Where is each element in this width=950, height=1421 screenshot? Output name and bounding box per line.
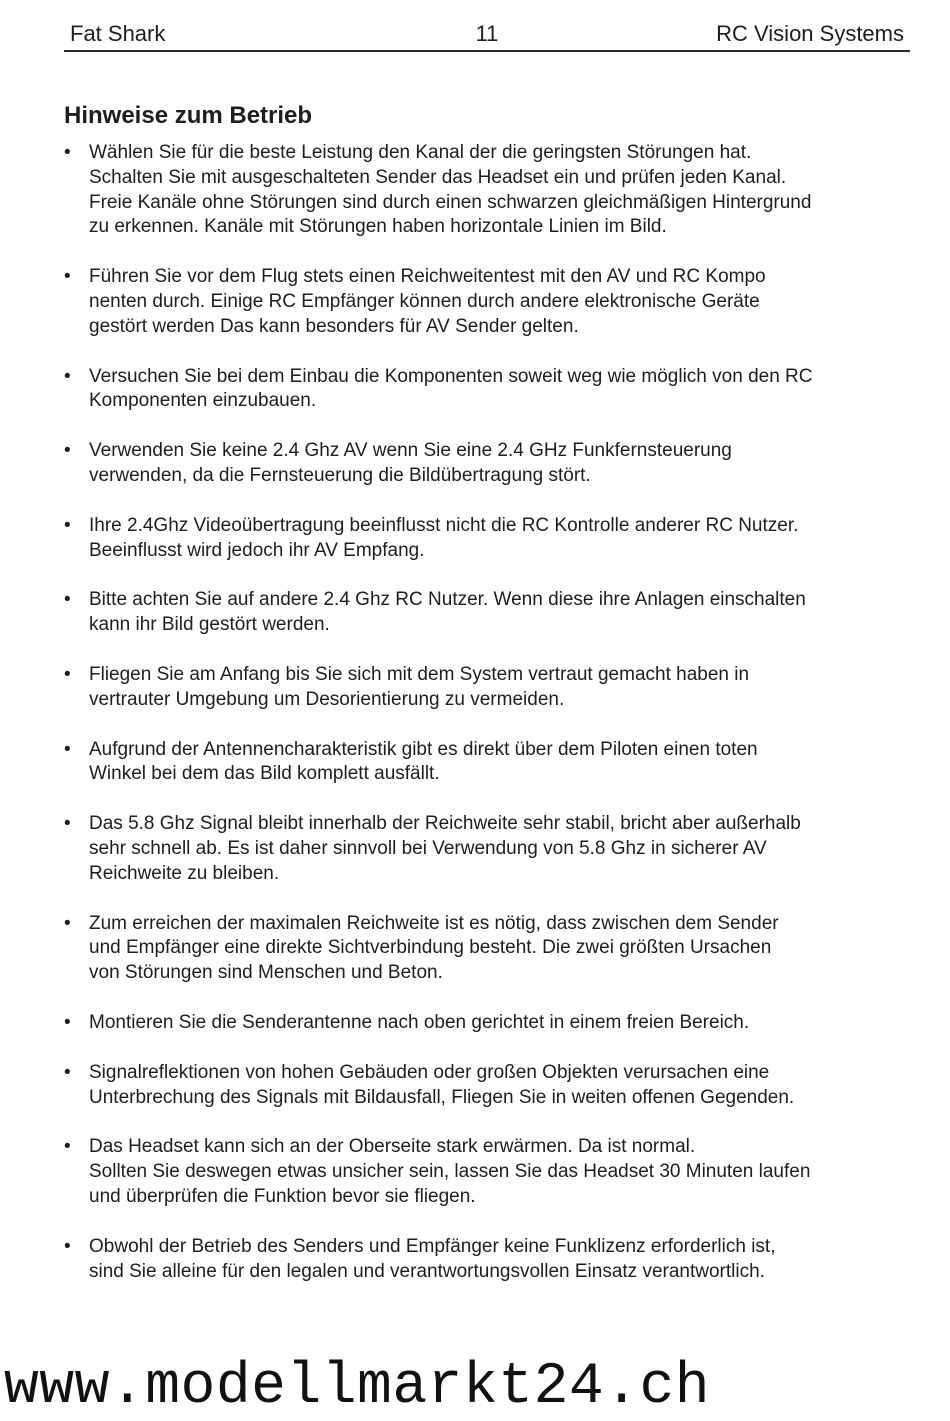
page-number: 11 (475, 21, 499, 46)
bullet-icon: • (64, 738, 71, 760)
bullet-icon: • (64, 365, 71, 387)
list-item-line: Montieren Sie die Senderantenne nach oben gerichtet in einem freien Bereich. (89, 1011, 750, 1033)
list-item (64, 265, 894, 339)
section-title: Hinweise zum Betrieb (64, 102, 313, 129)
bullet-icon: • (64, 663, 71, 685)
list-item-line: kann ihr Bild gestört werden. (89, 614, 330, 636)
header-brand: Fat Shark (70, 21, 166, 46)
list-item-line: und Empfänger eine direkte Sichtverbindung besteht. Die zwei größten Ursachen (89, 937, 772, 959)
list-item-line: Versuchen Sie bei dem Einbau die Komponenten soweit weg wie möglich von den RC (89, 365, 813, 387)
list-item-line: Unterbrechung des Signals mit Bildausfall, Fliegen Sie in weiten offenen Gegenden. (89, 1086, 795, 1108)
list-item (64, 141, 894, 240)
bullet-icon: • (64, 912, 71, 934)
list-item-line: Reichweite zu bleiben. (89, 862, 280, 884)
bullet-icon: • (64, 440, 71, 462)
bullet-icon: • (64, 514, 71, 536)
list-item-line: Winkel bei dem das Bild komplett ausfällt. (89, 763, 440, 785)
list-item (64, 1011, 894, 1036)
list-item-line: von Störungen sind Menschen und Beton. (89, 962, 443, 984)
list-item-line: Sollten Sie deswegen etwas unsicher sein, lassen Sie das Headset 30 Minuten laufen (89, 1161, 811, 1183)
bullet-icon: • (64, 589, 71, 611)
list-item-line: und überprüfen die Funktion bevor sie fliegen. (89, 1185, 476, 1207)
list-item-line: Komponenten einzubauen. (89, 390, 317, 412)
list-item-line: Zum erreichen der maximalen Reichweite ist es nötig, dass zwischen dem Sender (89, 912, 779, 934)
list-item-line: Obwohl der Betrieb des Senders und Empfänger keine Funklizenz erforderlich ist, (89, 1235, 776, 1257)
operation-notes-list (64, 141, 894, 1309)
list-item-line: sehr schnell ab. Es ist daher sinnvoll bei Verwendung von 5.8 Ghz in sicherer AV (89, 837, 767, 859)
list-item-line: vertrauter Umgebung um Desorientierung zu vermeiden. (89, 688, 565, 710)
list-item (64, 365, 894, 415)
page-header (64, 18, 910, 52)
list-item-line: Freie Kanäle ohne Störungen sind durch einen schwarzen gleichmäßigen Hintergrund (89, 191, 812, 213)
bullet-icon: • (64, 1011, 71, 1033)
list-item-line: Signalreflektionen von hohen Gebäuden oder großen Objekten verursachen eine (89, 1061, 770, 1083)
list-item-line: Bitte achten Sie auf andere 2.4 Ghz RC Nutzer. Wenn diese ihre Anlagen einschalten (89, 589, 806, 611)
list-item-line: Ihre 2.4Ghz Videoübertragung beeinflusst nicht die RC Kontrolle anderer RC Nutzer. (89, 514, 799, 536)
list-item-line: nenten durch. Einige RC Empfänger können durch andere elektronische Geräte (89, 290, 760, 312)
list-item-line: Fliegen Sie am Anfang bis Sie sich mit dem System vertraut gemacht haben in (89, 663, 750, 685)
list-item (64, 1135, 894, 1209)
bullet-icon: • (64, 1061, 71, 1083)
header-product-line: RC Vision Systems (716, 21, 904, 46)
list-item-line: Aufgrund der Antennencharakteristik gibt es direkt über dem Piloten einen toten (89, 738, 758, 760)
bullet-icon: • (64, 813, 71, 835)
list-item-line: Verwenden Sie keine 2.4 Ghz AV wenn Sie eine 2.4 GHz Funkfernsteuerung (89, 440, 732, 462)
list-item (64, 439, 894, 489)
list-item-line: sind Sie alleine für den legalen und verantwortungsvollen Einsatz verantwortlich. (89, 1260, 765, 1282)
bullet-icon: • (64, 1136, 71, 1158)
list-item (64, 588, 894, 638)
list-item (64, 812, 894, 886)
list-item-line: Schalten Sie mit ausgeschalteten Sender das Headset ein und prüfen jeden Kanal. (89, 166, 787, 188)
list-item-line: Das 5.8 Ghz Signal bleibt innerhalb der Reichweite sehr stabil, bricht aber außerhalb (89, 813, 801, 835)
bullet-icon: • (64, 1235, 71, 1257)
list-item-line: Führen Sie vor dem Flug stets einen Reichweitentest mit den AV und RC Kompo (89, 266, 766, 288)
list-item (64, 738, 894, 788)
list-item (64, 1061, 894, 1111)
list-item-line: gestört werden Das kann besonders für AV Sender gelten. (89, 315, 579, 337)
list-item (64, 912, 894, 986)
list-item-line: verwenden, da die Fernsteuerung die Bildübertragung stört. (89, 464, 591, 486)
bullet-icon: • (64, 266, 71, 288)
list-item-line: zu erkennen. Kanäle mit Störungen haben horizontale Linien im Bild. (89, 216, 667, 238)
list-item (64, 1235, 894, 1285)
list-item (64, 514, 894, 564)
list-item (64, 663, 894, 713)
list-item-line: Das Headset kann sich an der Oberseite stark erwärmen. Da ist normal. (89, 1136, 696, 1158)
bullet-icon: • (64, 142, 71, 163)
list-item-line: Wählen Sie für die beste Leistung den Kanal der die geringsten Störungen hat. (89, 142, 752, 163)
list-item-line: Beeinflusst wird jedoch ihr AV Empfang. (89, 539, 425, 561)
watermark-url: www.modellmarkt24.ch (4, 1355, 711, 1420)
